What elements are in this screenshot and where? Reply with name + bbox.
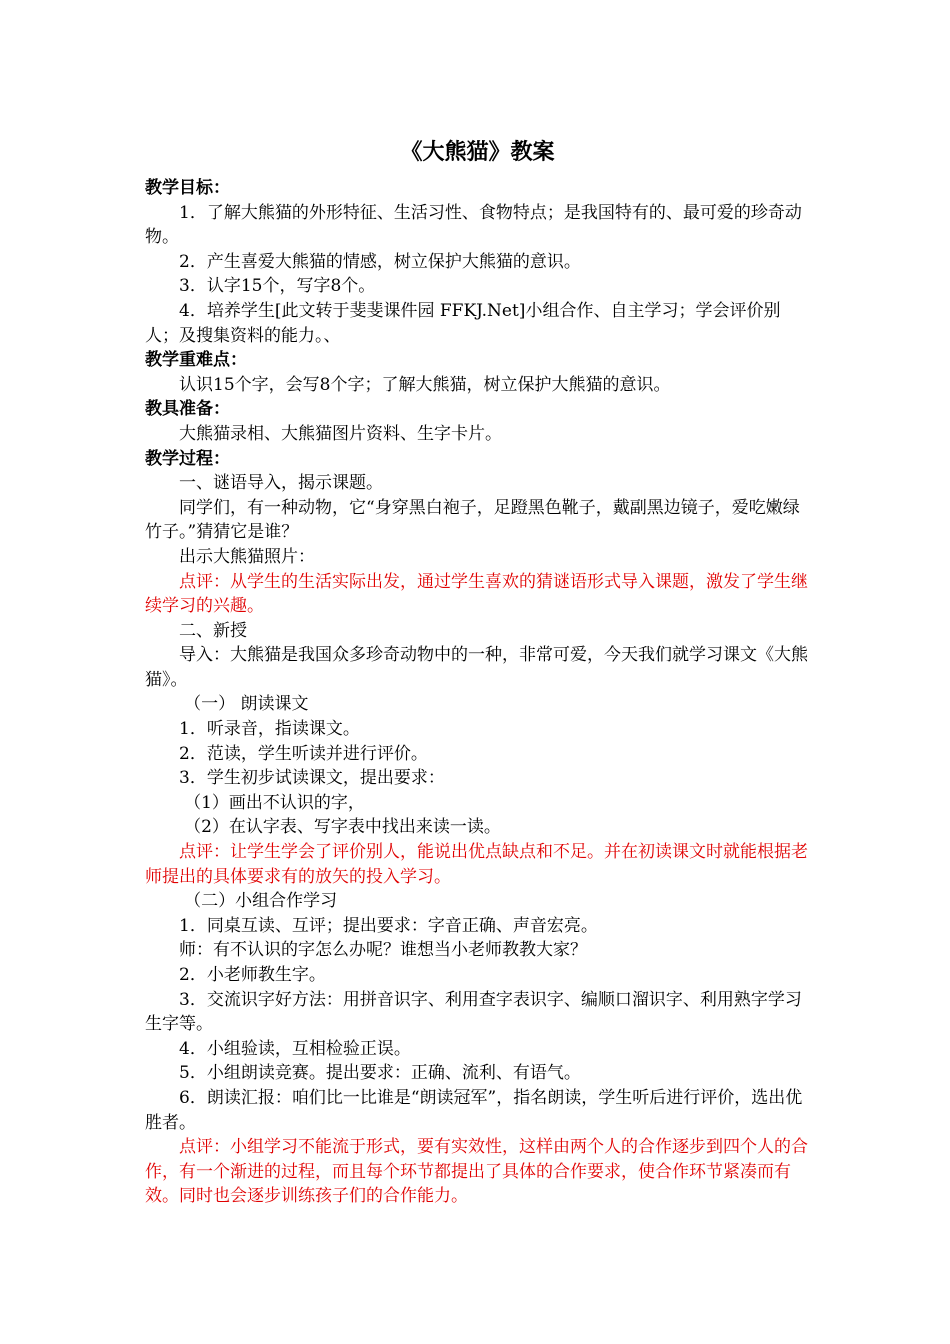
section-item: 6．朗读汇报：咱们比一比谁是“朗读冠军”，指名朗读，学生听后进行评价，选出优胜者。 <box>145 1087 803 1133</box>
process-step: 二、新授 <box>179 620 247 641</box>
tools-text: 大熊猫录相、大熊猫图片资料、生字卡片。 <box>179 423 502 444</box>
section-heading: （一） 朗读课文 <box>184 694 309 715</box>
process-paragraph: 出示大熊猫照片： <box>179 546 315 567</box>
process-paragraph: 导入：大熊猫是我国众多珍奇动物中的一种，非常可爱，今天我们就学习课文《大熊猫》。 <box>145 645 808 690</box>
section-item: 2．范读，学生听读并进行评价。 <box>179 743 428 764</box>
goal-item: 4．培养学生[此文转于斐斐课件园 FFKJ.Net]小组合作、自主学习；学会评价别人；及搜集资料的能力。、 <box>145 300 781 346</box>
goal-item: 3．认字15个，写字8个。 <box>179 276 376 297</box>
section-item: 师：有不认识的字怎么办呢？谁想当小老师教教大家？ <box>179 940 587 961</box>
section-heading: （二）小组合作学习 <box>184 891 338 912</box>
section-item: 1．同桌互读、互评；提出要求：字音正确、声音宏亮。 <box>179 915 598 936</box>
section-item: 2．小老师教生字。 <box>179 965 326 985</box>
key-points-heading: 教学重难点： <box>145 350 247 371</box>
goals-heading: 教学目标： <box>145 178 230 198</box>
goal-item: 2．产生喜爱大熊猫的情感，树立保护大熊猫的意识。 <box>179 251 581 272</box>
section-subitem: （2）在认字表、写字表中找出来读一读。 <box>184 817 501 838</box>
section-item: 3．交流识字好方法：用拼音识字、利用查字表识字、编顺口溜识字、利用熟字学习生字等。 <box>145 989 802 1035</box>
section-item: 4．小组验读，互相检验正误。 <box>179 1038 411 1059</box>
teacher-comment: 点评：从学生的生活实际出发，通过学生喜欢的猜谜语形式导入课题，激发了学生继续学习的兴趣。 <box>145 571 808 617</box>
process-heading: 教学过程： <box>145 448 230 469</box>
tools-heading: 教具准备： <box>145 399 230 420</box>
teacher-comment: 点评：小组学习不能流于形式，要有实效性，这样由两个人的合作逐步到四个人的合作，有一个渐进的过程，而且每个环节都提出了具体的合作要求，使合作环节紧凑而有效。同时也会逐步训练孩子们的合作能力。 <box>145 1137 808 1207</box>
document-title: 《大熊猫》教案 <box>400 140 555 165</box>
section-item: 3．学生初步试读课文，提出要求： <box>179 768 445 789</box>
process-step: 一、谜语导入，揭示课题。 <box>179 473 383 494</box>
document-page <box>145 138 810 1209</box>
section-subitem: （1）画出不认识的字， <box>184 792 365 813</box>
section-item: 5．小组朗读竞赛。提出要求：正确、流利、有语气。 <box>179 1063 581 1084</box>
goal-item: 1．了解大熊猫的外形特征、生活习性、食物特点；是我国特有的、最可爱的珍奇动物。 <box>145 202 802 248</box>
process-paragraph: 同学们，有一种动物，它“身穿黑白袍子，足蹬黑色靴子，戴副黑边镜子，爱吃嫩绿竹子。”猜猜它是谁？ <box>145 497 800 543</box>
section-item: 1．听录音，指读课文。 <box>179 719 360 740</box>
key-points-text: 认识15个字，会写8个字；了解大熊猫，树立保护大熊猫的意识。 <box>179 374 671 395</box>
teacher-comment: 点评：让学生学会了评价别人，能说出优点缺点和不足。并在初读课文时就能根据老师提出的具体要求有的放矢的投入学习。 <box>145 842 808 887</box>
